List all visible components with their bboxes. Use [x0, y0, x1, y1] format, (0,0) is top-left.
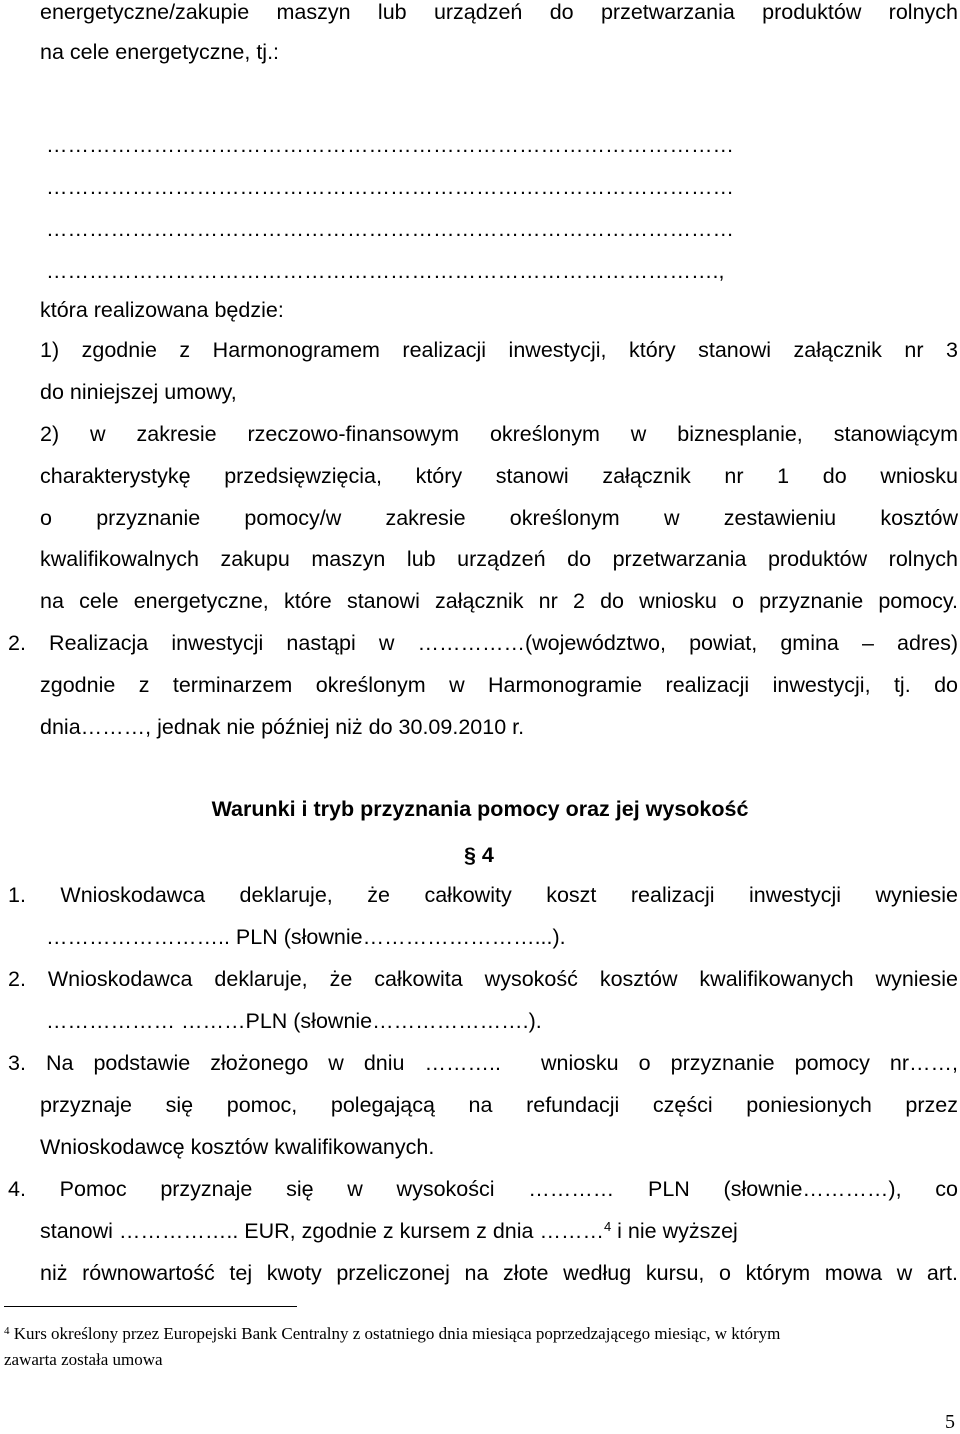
blank-fill-line: …………………………………………………………………………………… [46, 175, 734, 199]
list-item-line: 3. Na podstawie złożonego w dniu ……….. wniosku o przyznanie pomocy nr……, [8, 1051, 958, 1075]
body-line: charakterystykę przedsięwzięcia, który stanowi załącznik nr 1 do wniosku [40, 464, 958, 488]
body-line: 1) zgodnie z Harmonogramem realizacji inwestycji, który stanowi załącznik nr 3 [40, 338, 958, 362]
footnote-line: zawarta została umowa [4, 1350, 163, 1369]
footnote-reference[interactable]: 4 [603, 1219, 612, 1234]
page-number: 5 [945, 1411, 955, 1433]
blank-fill-line: …………………………………………………………………………………… [46, 133, 734, 157]
footnote-text: Kurs określony przez Europejski Bank Centralny z ostatniego dnia miesiąca poprzedzającego miesiąc, w którym [9, 1324, 781, 1343]
list-item-text: i nie wyższej [611, 1219, 738, 1243]
body-line: do niniejszej umowy, [40, 380, 237, 404]
body-line: o przyznanie pomocy/w zakresie określonym w zestawieniu kosztów [40, 506, 958, 530]
footnote-line [4, 1322, 780, 1346]
blank-fill-line: …………………………………………………………………………………… [46, 217, 734, 241]
body-line: która realizowana będzie: [40, 298, 284, 322]
footnote-marker: 4 [4, 1325, 10, 1337]
body-line: zgodnie z terminarzem określonym w Harmonogramie realizacji inwestycji, tj. do [40, 673, 958, 697]
list-item-line: 2. Wnioskodawca deklaruje, że całkowita wysokość kosztów kwalifikowanych wyniesie [8, 967, 958, 991]
list-item-line: 1. Wnioskodawca deklaruje, że całkowity koszt realizacji inwestycji wyniesie [8, 883, 958, 907]
body-line: 2. Realizacja inwestycji nastąpi w ……………(województwo, powiat, gmina – adres) [8, 631, 958, 655]
list-item-line: ……………… ………PLN (słownie………………….). [46, 1009, 542, 1033]
section-heading: Warunki i tryb przyznania pomocy oraz jej wysokość [211, 797, 749, 821]
body-line: 2) w zakresie rzeczowo-finansowym określonym w biznesplanie, stanowiącym [40, 422, 958, 446]
body-line: energetyczne/zakupie maszyn lub urządzeń do przetwarzania produktów rolnych [40, 0, 958, 24]
body-line: na cele energetyczne, tj.: [40, 40, 280, 64]
list-item-line: przyznaje się pomoc, polegającą na refundacji części poniesionych przez [40, 1093, 958, 1117]
paragraph-number: § 4 [464, 843, 494, 867]
list-item-line [40, 1219, 738, 1243]
body-line: kwalifikowalnych zakupu maszyn lub urządzeń do przetwarzania produktów rolnych [40, 547, 958, 571]
list-item-line: …………………….. PLN (słownie……………………...). [46, 925, 566, 949]
list-item-line: 4. Pomoc przyznaje się w wysokości ………… PLN (słownie…………), co [8, 1177, 958, 1201]
body-line: na cele energetyczne, które stanowi załącznik nr 2 do wniosku o przyznanie pomocy. [40, 589, 958, 613]
blank-fill-line: …………………………………………………………………………………., [46, 259, 725, 283]
list-item-text: stanowi …………….. EUR, zgodnie z kursem z dnia ……… [40, 1219, 604, 1243]
footnote-separator [4, 1306, 297, 1307]
list-item-line: niż równowartość tej kwoty przeliczonej na złote według kursu, o którym mowa w art. [40, 1261, 958, 1285]
body-line: dnia………, jednak nie później niż do 30.09.2010 r. [40, 715, 525, 739]
list-item-line: Wnioskodawcę kosztów kwalifikowanych. [40, 1135, 435, 1159]
